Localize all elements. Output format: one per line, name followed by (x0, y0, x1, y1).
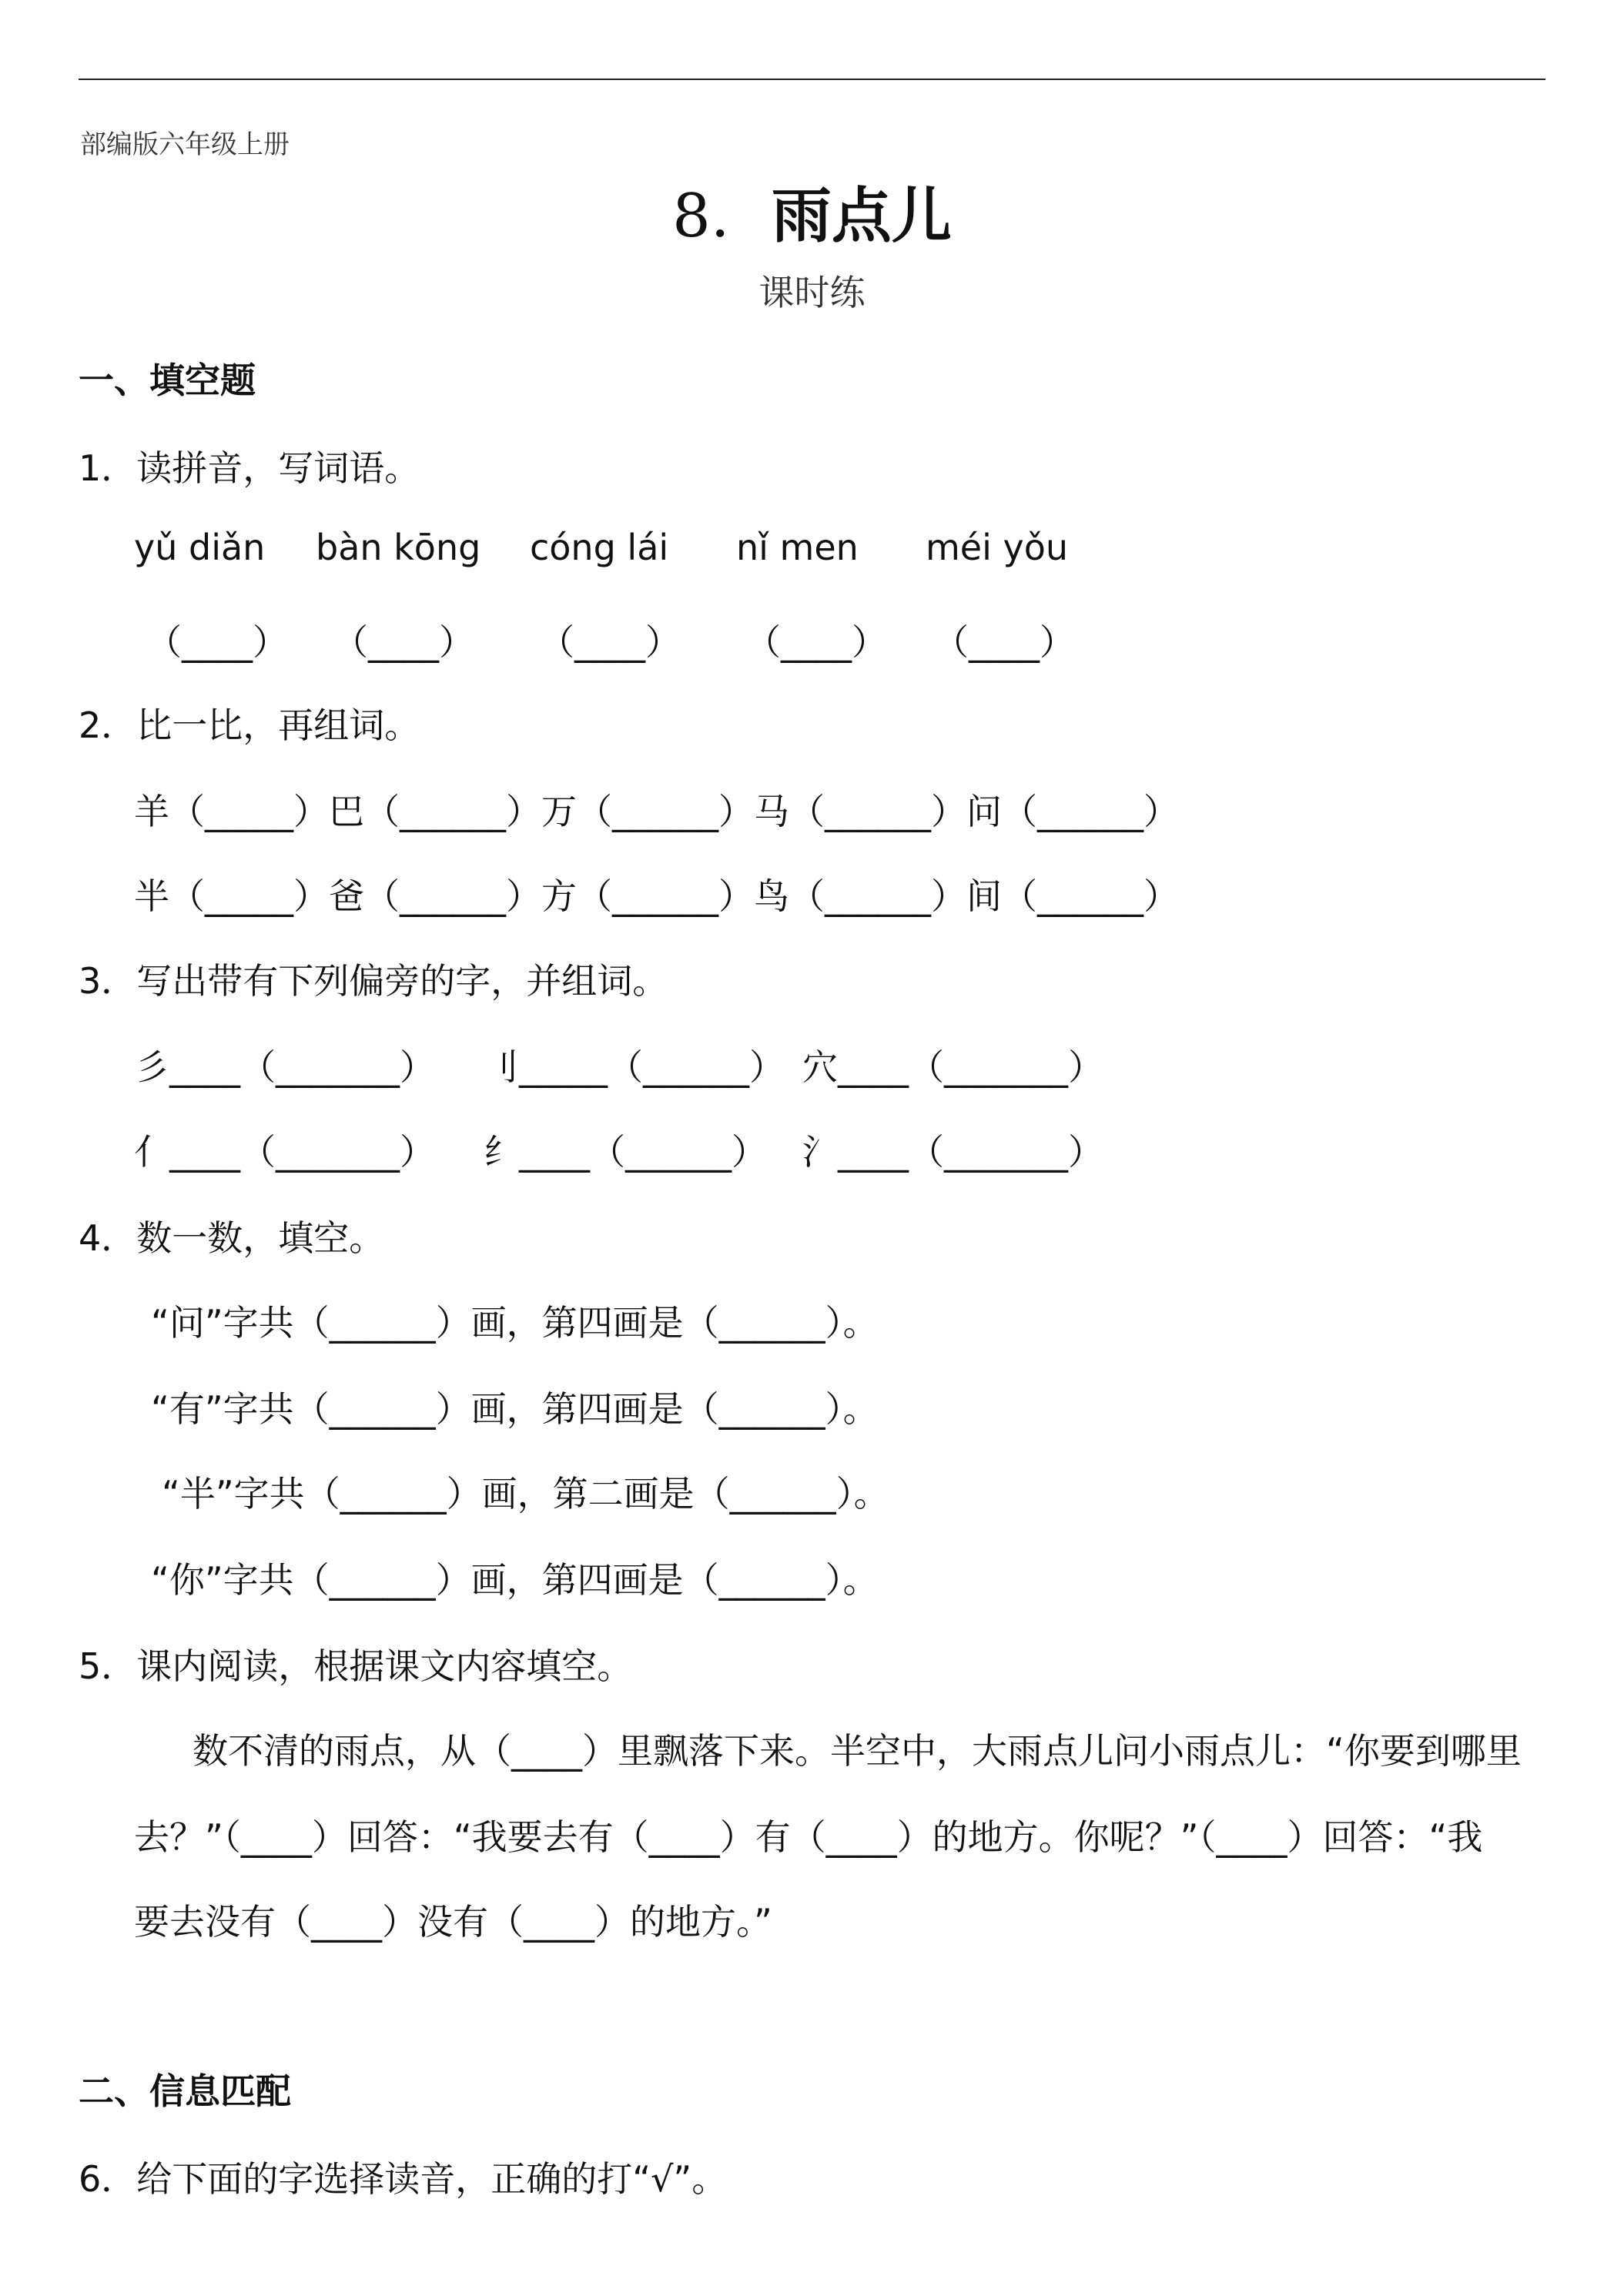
answer-blank[interactable]: （____） (539, 621, 681, 663)
answer-blank[interactable]: （____） (333, 621, 474, 663)
page-subtitle: 课时练 (758, 272, 866, 313)
pinyin-item: méi yǒu (926, 527, 1069, 568)
question-5-prompt: 5．课内阅读，根据课文内容填空。 (79, 1645, 633, 1687)
stroke-count-line[interactable]: “问”字共（______）画，第四画是（______）。 (151, 1302, 879, 1344)
question-2-row-1[interactable]: 羊（_____）巴（______）万（______）马（______）问（______） (134, 791, 1179, 832)
radical-item[interactable]: 亻____（_______） (134, 1131, 435, 1173)
section-heading-fill-blank: 一、填空题 (79, 360, 256, 401)
pinyin-item: nǐ men (736, 527, 859, 568)
pinyin-item: cóng lái (530, 527, 669, 568)
pinyin-item: bàn kōng (316, 527, 481, 568)
answer-blank[interactable]: （____） (146, 621, 288, 663)
reading-passage-line-2[interactable]: 去？”（____）回答：“我要去有（____）有（____）的地方。你呢？”（____）回答：“我 (134, 1816, 1483, 1858)
page-header: 部编版六年级上册 (80, 129, 290, 160)
radical-item[interactable]: 氵____（_______） (802, 1131, 1103, 1173)
question-1-prompt: 1．读拼音，写词语。 (79, 447, 420, 489)
question-4-prompt: 4．数一数，填空。 (79, 1217, 385, 1259)
radical-item[interactable]: 纟____（______） (484, 1131, 767, 1173)
title-text: 雨点儿 (771, 182, 952, 251)
page-title (0, 168, 1624, 254)
question-3-prompt: 3．写出带有下列偏旁的字，并组词。 (79, 960, 668, 1002)
radical-item[interactable]: 彡____（_______） (134, 1046, 435, 1088)
question-2-prompt: 2．比一比，再组词。 (79, 705, 420, 746)
section-heading-matching: 二、信息匹配 (79, 2070, 291, 2112)
question-2-row-2[interactable]: 半（_____）爸（______）方（______）鸟（______）间（______） (134, 875, 1179, 917)
reading-passage-line-3[interactable]: 要去没有（____）没有（____）的地方。” (134, 1901, 772, 1943)
pinyin-item: yǔ diǎn (134, 527, 266, 568)
stroke-count-line[interactable]: “你”字共（______）画，第四画是（______）。 (151, 1559, 879, 1601)
radical-item[interactable]: 刂_____（______） (484, 1046, 785, 1088)
stroke-count-line[interactable]: “半”字共（______）画，第二画是（______）。 (162, 1473, 889, 1514)
reading-passage-line-1[interactable]: 数不清的雨点，从（____）里飘落下来。半空中，大雨点儿问小雨点儿：“你要到哪里 (193, 1730, 1522, 1772)
title-number: 8. (672, 182, 730, 251)
answer-blank[interactable]: （____） (745, 621, 887, 663)
top-rule (79, 79, 1545, 80)
answer-blank[interactable]: （____） (933, 621, 1075, 663)
question-6-prompt: 6．给下面的字选择读音，正确的打“√”。 (79, 2158, 728, 2200)
stroke-count-line[interactable]: “有”字共（______）画，第四画是（______）。 (151, 1388, 879, 1430)
radical-item[interactable]: 穴____（_______） (802, 1046, 1103, 1088)
